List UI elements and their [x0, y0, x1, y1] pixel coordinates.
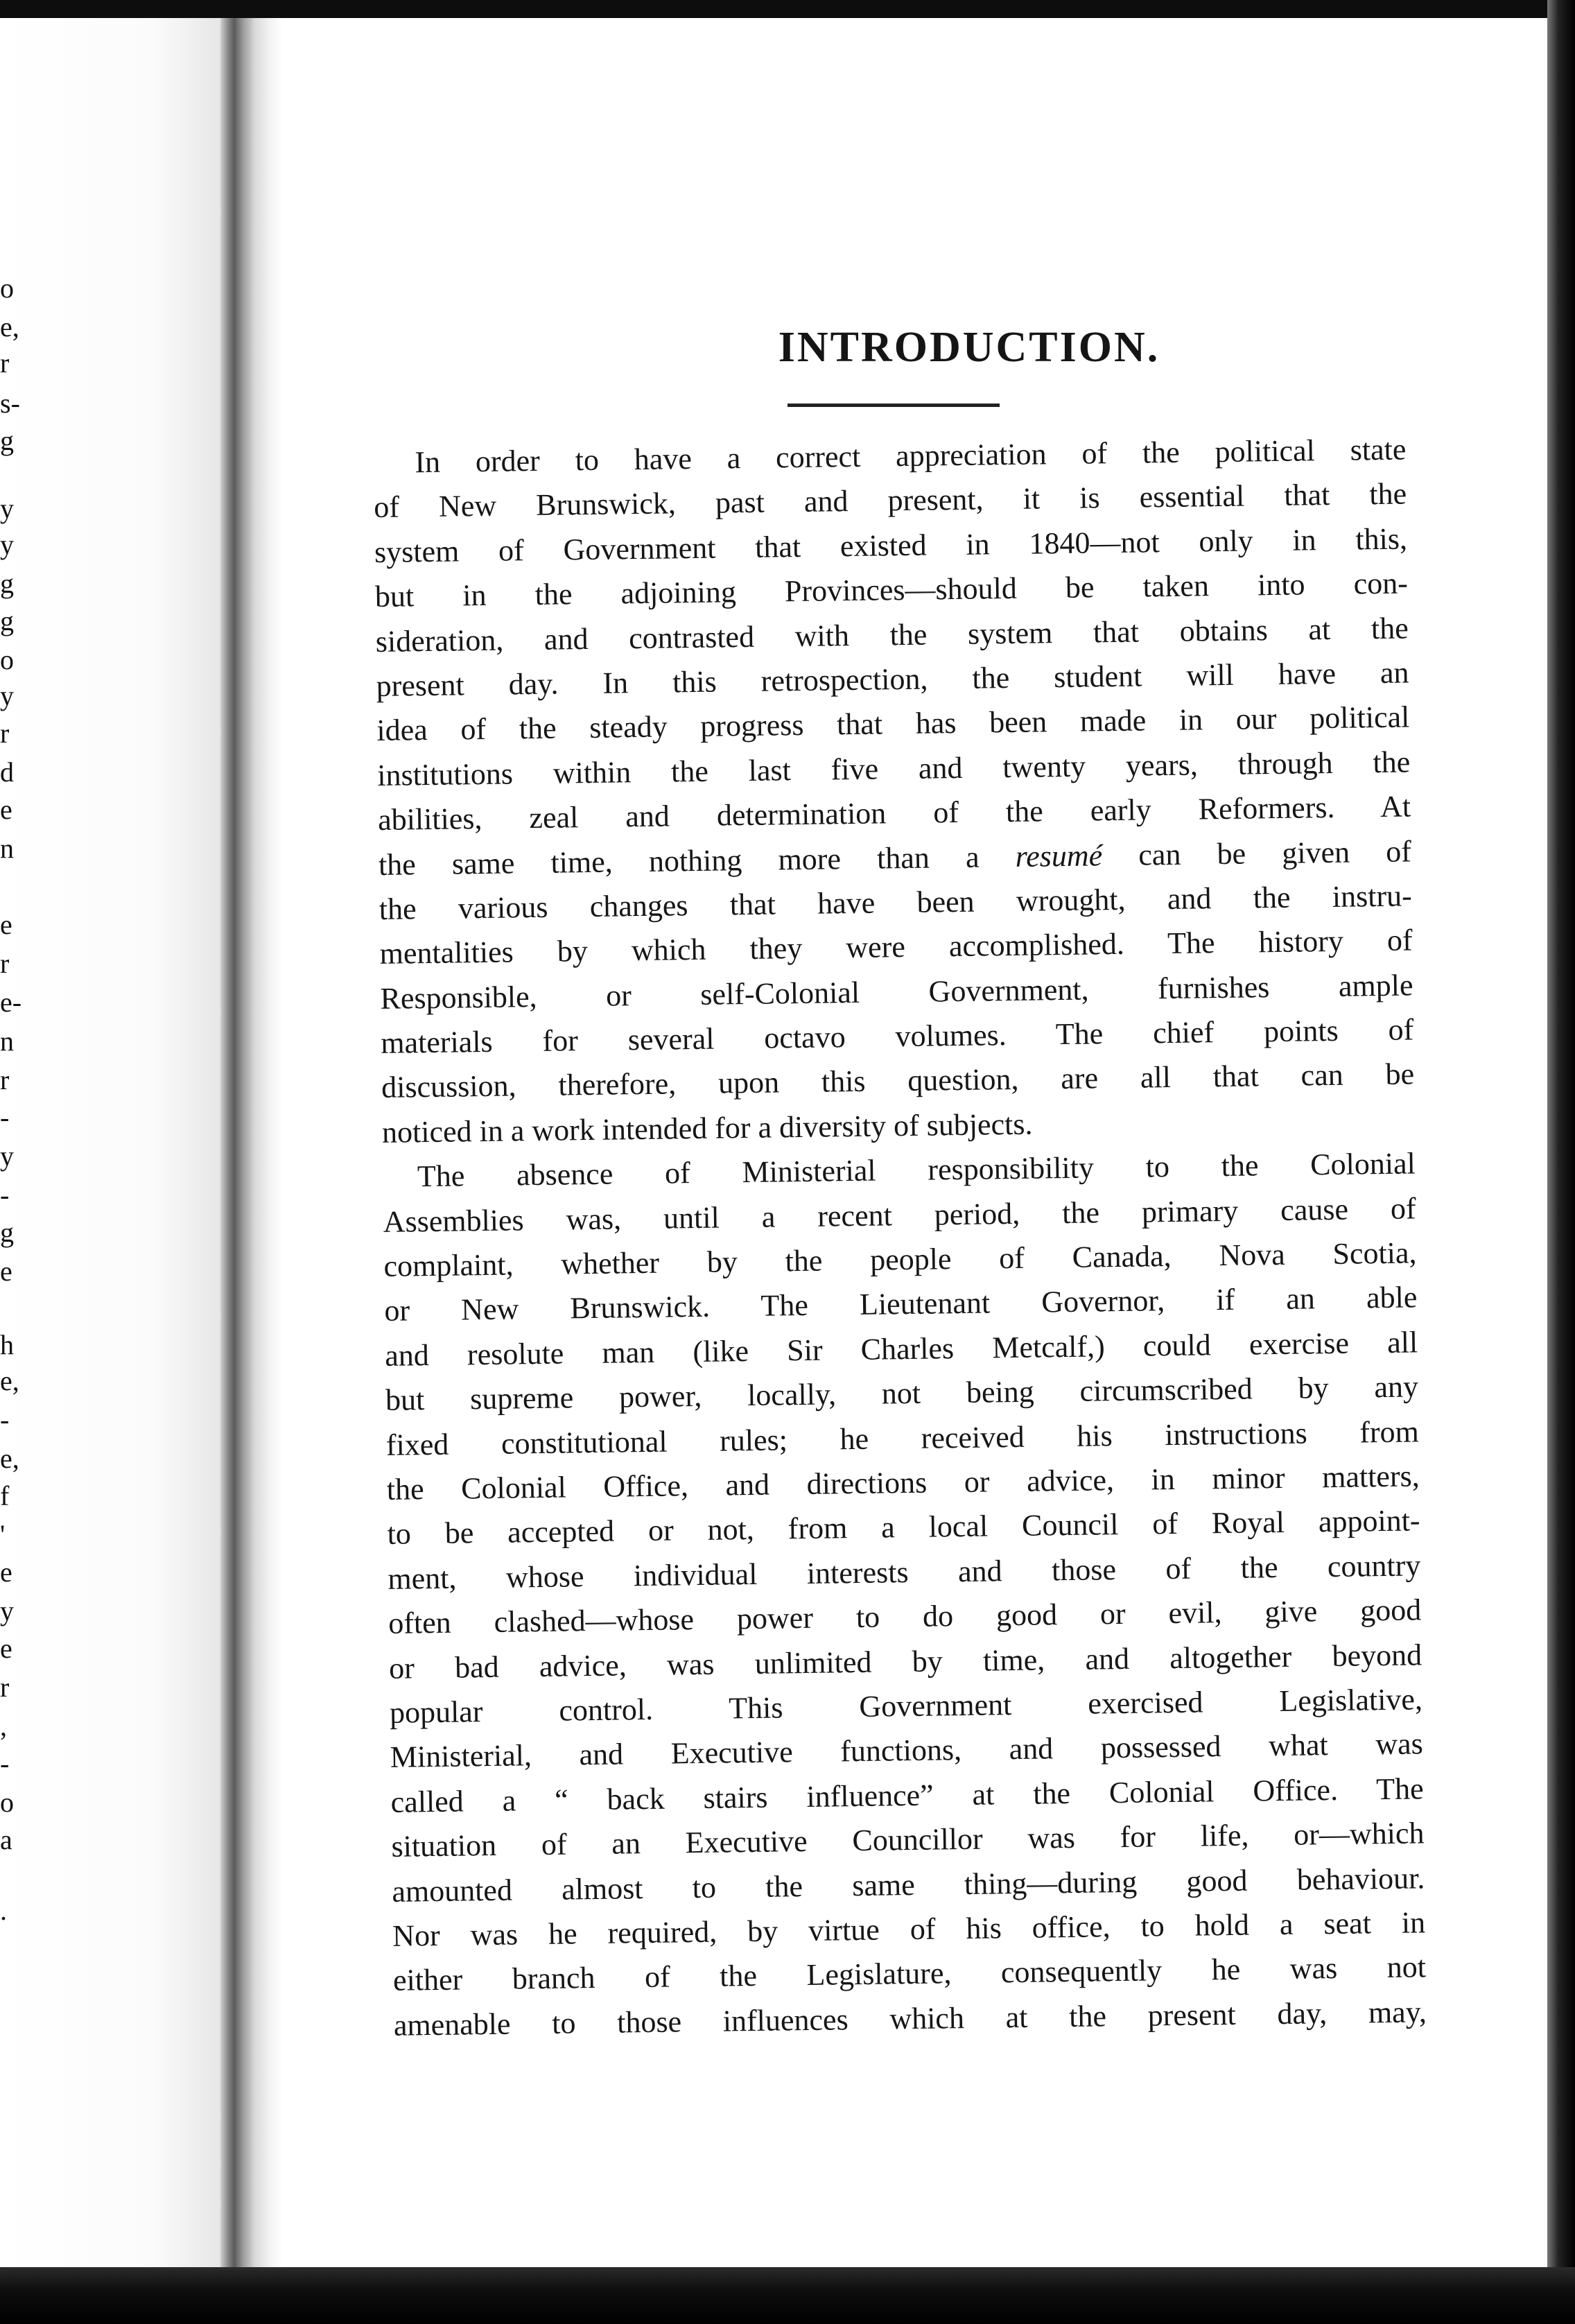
facing-letter: y [0, 1141, 14, 1172]
text-line: noticed in a work intended for a diversity of subjects. [381, 1107, 1033, 1150]
text-line: but supreme power, locally, not being circumscribed by any [385, 1369, 1419, 1418]
text-line: the various changes that have been wrought, and the instru- [378, 878, 1413, 926]
text-line: complaint, whether by the people of Canada, Nova Scotia, [383, 1235, 1417, 1283]
scan-top-edge [0, 0, 1575, 18]
facing-letter: e- [0, 987, 22, 1018]
facing-letter: - [0, 1748, 10, 1779]
text-line: often clashed—whose power to do good or evil, give good [388, 1593, 1422, 1641]
facing-letter: r [0, 1672, 10, 1703]
facing-letter: y [0, 680, 14, 711]
paragraph-2 [382, 1142, 1427, 2048]
facing-letter: g [0, 605, 14, 636]
text-line: present day. In this retrospection, the student will have an [376, 655, 1409, 703]
paragraph-1 [373, 427, 1415, 1155]
facing-letter: f [0, 1480, 10, 1511]
facing-letter: y [0, 1595, 14, 1627]
title-rule [788, 404, 1000, 407]
facing-letter: e [0, 1556, 12, 1588]
italic-word: resumé [1015, 838, 1103, 874]
text-line: Nor was he required, by virtue of his office, to hold a seat in [392, 1905, 1426, 1953]
facing-letter: - [0, 1404, 10, 1435]
facing-letter: s- [0, 388, 20, 419]
scan-bottom-edge [0, 2267, 1575, 2324]
text-line: but in the adjoining Provinces—should be taken into con- [374, 566, 1409, 614]
text-line: situation of an Executive Councillor was for life, or—which [391, 1816, 1425, 1864]
text-line: materials for several octavo volumes. The chief points of [381, 1012, 1414, 1061]
facing-letter: n [0, 1025, 14, 1057]
text-line: institutions within the last five and twenty years, through the [376, 745, 1411, 792]
facing-letter: r [0, 1064, 10, 1095]
text-line: of New Brunswick, past and present, it is essential that the [373, 476, 1407, 525]
facing-letter: g [0, 1217, 14, 1248]
facing-letter: r [0, 718, 10, 749]
text-line: either branch of the Legislature, consequently he was not [392, 1950, 1427, 1998]
page-title: INTRODUCTION. [778, 324, 1160, 371]
text-line: to be accepted or not, from a local Council of Royal appoint- [387, 1503, 1420, 1552]
text-line: the Colonial Office, and directions or advice, in minor matters, [386, 1459, 1420, 1507]
text-line: sideration, and contrasted with the system that obtains at the [375, 611, 1409, 659]
book-gutter-shadow [220, 18, 283, 2267]
facing-letter: e [0, 1633, 12, 1664]
text-line: fixed constitutional rules; he received his instructions from [385, 1414, 1420, 1462]
text-line: amounted almost to the same thing—during good behaviour. [392, 1860, 1425, 1909]
facing-letter: y [0, 529, 14, 560]
facing-letter: e [0, 794, 12, 825]
text-line: ment, whose individual interests and those of the country [388, 1548, 1421, 1596]
body-text [373, 427, 1427, 2047]
text-line: called a “ back stairs influence” at the Colonial Office. The [390, 1771, 1424, 1819]
text-line: Ministerial, and Executive functions, and possessed what was [390, 1726, 1424, 1775]
text-line: In order to have a correct appreciation of the political state [415, 432, 1407, 480]
text-line: Assemblies was, until a recent period, the primary cause of [383, 1191, 1416, 1239]
text-line: discussion, therefore, upon this question, are all that can be [381, 1057, 1415, 1105]
facing-letter: - [0, 1179, 10, 1211]
facing-letter: a [0, 1824, 12, 1855]
facing-letter: h [0, 1329, 14, 1360]
facing-letter: r [0, 948, 10, 979]
text-line: system of Government that existed in 1840—not only in this, [374, 521, 1408, 569]
book-page [283, 18, 1547, 2267]
facing-letter: ' [0, 1519, 6, 1550]
text-line: popular control. This Government exercised Legislative, [389, 1682, 1423, 1730]
facing-letter: . [0, 1895, 7, 1926]
facing-letter: - [0, 1102, 10, 1133]
facing-letter: d [0, 756, 14, 788]
text-line: The absence of Ministerial responsibility to the Colonial [417, 1146, 1416, 1194]
text-line: amenable to those influences which at the present day, may, [393, 1994, 1427, 2043]
facing-letter: e, [0, 311, 19, 342]
facing-letter: , [0, 1710, 7, 1742]
facing-letter: e [0, 1256, 12, 1287]
text-line: Responsible, or self-Colonial Government, furnishes ample [380, 968, 1413, 1016]
facing-letter: r [0, 347, 10, 379]
text-line: or New Brunswick. The Lieutenant Governor, if an able [384, 1280, 1418, 1328]
text-line: and resolute man (like Sir Charles Metcalf,) could exercise all [384, 1325, 1418, 1373]
scan-right-edge [1547, 0, 1575, 2324]
facing-page [0, 18, 222, 2267]
facing-letter: e, [0, 1443, 19, 1474]
facing-letter: g [0, 568, 14, 599]
text-line: mentalities by which they were accomplished. The history of [379, 923, 1413, 971]
facing-letter: o [0, 644, 14, 675]
text-line: the same time, nothing more than a resumé can be given of [378, 833, 1412, 882]
facing-letter: n [0, 833, 14, 864]
facing-letter: o [0, 272, 14, 304]
facing-letter: e [0, 909, 12, 940]
facing-letter: y [0, 493, 14, 524]
facing-letter: g [0, 425, 14, 456]
text-line: idea of the steady progress that has been made in our political [376, 700, 1410, 748]
facing-letter: e, [0, 1365, 19, 1396]
text-line: or bad advice, was unlimited by time, and altogether beyond [388, 1637, 1422, 1685]
text-line: abilities, zeal and determination of the early Reformers. At [377, 789, 1411, 838]
facing-letter: o [0, 1787, 14, 1818]
